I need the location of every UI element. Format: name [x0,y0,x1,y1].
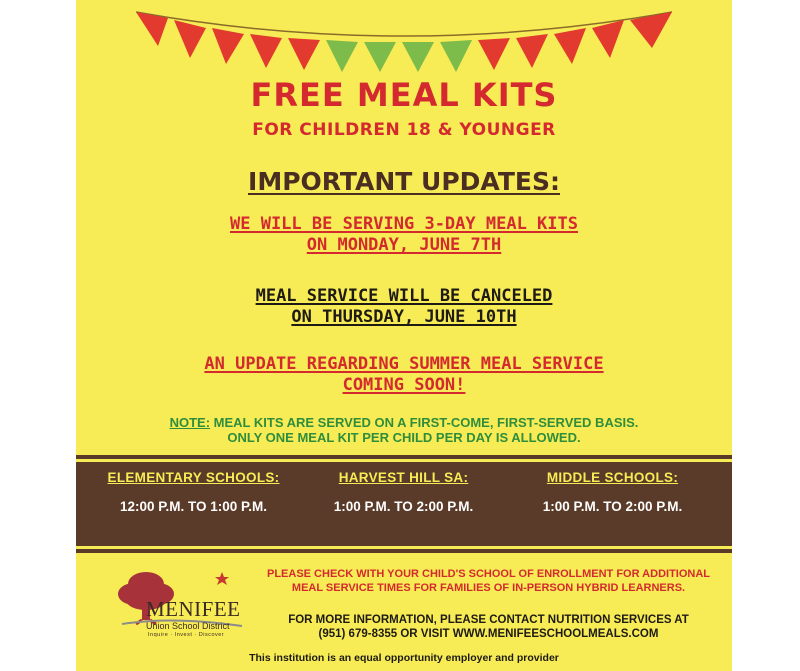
meal-kits-flyer [76,0,732,671]
contact-info: FOR MORE INFORMATION, PLEASE CONTACT NUTRITION SERVICES AT (951) 679-8355 OR VISIT WWW.MENIFEESCHOOLMEALS.COM [288,614,689,640]
equal-opportunity-footer: This institution is an equal opportunity employer and provider [249,652,559,664]
bunting-banner-icon [76,0,732,80]
schedule-elementary: ELEMENTARY SCHOOLS: 12:00 P.M. TO 1:00 P.M. [107,470,280,514]
logo-subtitle: Union School District [146,621,230,631]
update-summer-service: AN UPDATE REGARDING SUMMER MEAL SERVICE COMING SOON! [204,354,604,395]
logo-tagline: Inquire · Invest · Discover [148,632,225,638]
logo-name: MENIFEE [146,597,241,621]
schedule-harvest-hill: HARVEST HILL SA: 1:00 P.M. TO 2:00 P.M. [333,470,474,514]
enrollment-info: PLEASE CHECK WITH YOUR CHILD'S SCHOOL OF ENROLLMENT FOR ADDITIONAL MEAL SERVICE TIMES FOR FAMILIES OF IN-PERSON HYBRID LEARNERS. [266,568,711,594]
update-service-canceled: MEAL SERVICE WILL BE CANCELED ON THURSDAY, JUNE 10TH [255,286,553,327]
flyer-title: FREE MEAL KITS [250,76,558,114]
band-divider-top [76,455,732,459]
schedule-middle: MIDDLE SCHOOLS: 1:00 P.M. TO 2:00 P.M. [542,470,683,514]
flyer-subtitle: FOR CHILDREN 18 & YOUNGER [252,120,556,140]
note-label: NOTE: [169,415,211,430]
updates-heading: IMPORTANT UPDATES: [248,167,560,196]
band-divider-bottom [76,549,732,553]
update-serving-kits: WE WILL BE SERVING 3-DAY MEAL KITS ON MONDAY, JUNE 7TH [230,214,578,255]
schedule-band [76,462,732,546]
note-text: NOTE: MEAL KITS ARE SERVED ON A FIRST-COME, FIRST-SERVED BASIS. ONLY ONE MEAL KIT PER CHILD PER DAY IS ALLOWED. [169,415,639,445]
